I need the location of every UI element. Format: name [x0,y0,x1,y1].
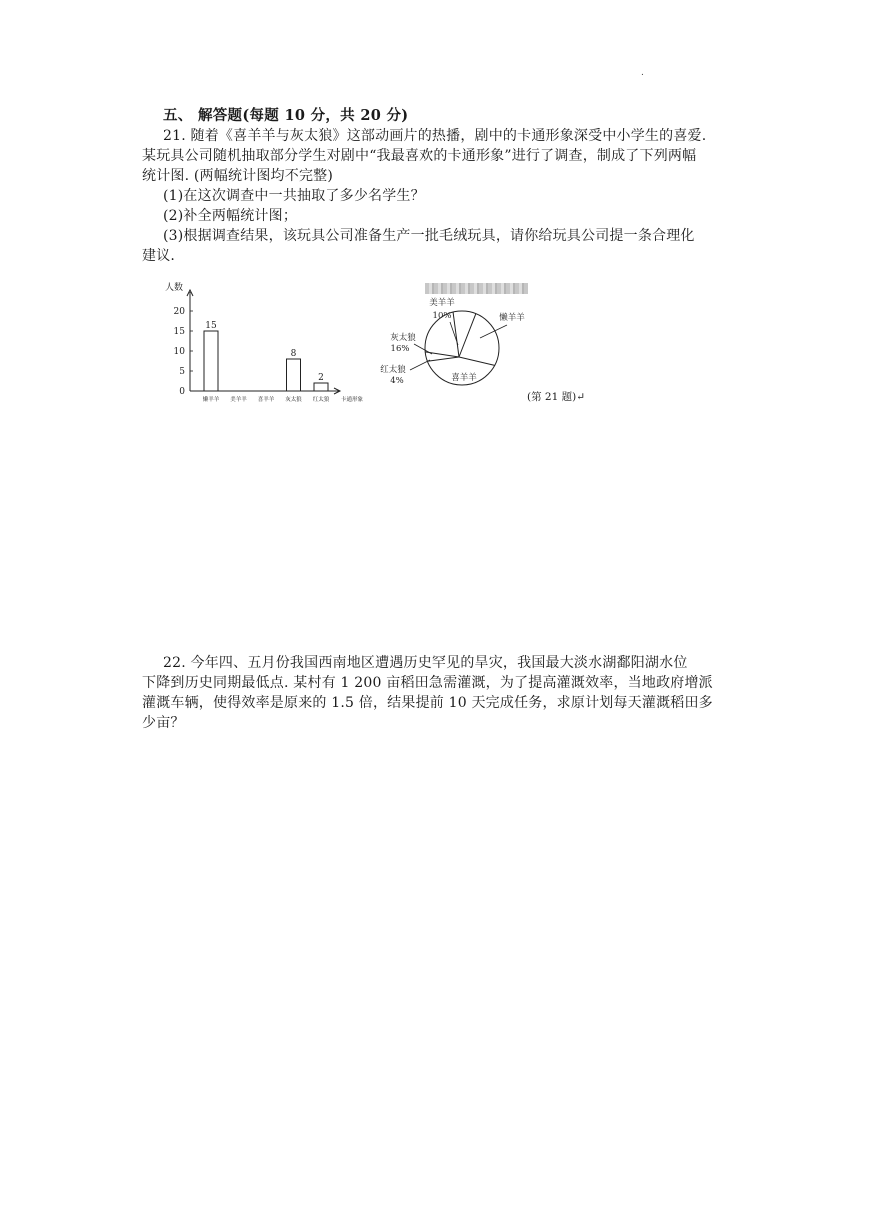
q21-line-1: 21. 随着《喜羊羊与灰太狼》这部动画片的热播，剧中的卡通形象深受中小学生的喜爱. [163,128,707,144]
x-tick-label: 红太狼 [312,397,330,403]
pie-slice-name: 喜羊羊 [451,373,477,383]
bar [204,331,218,391]
pie-slice-name: 红太狼 [380,365,406,375]
question-22 [142,653,742,733]
pie-leader-line [410,360,430,370]
pie-slice-name: 美羊羊 [429,298,455,308]
y-tick-label: 20 [173,307,185,317]
x-tick-label: 懒羊羊 [202,397,220,403]
page-mark: . [641,68,644,78]
pie-slice-name: 灰太狼 [390,333,416,343]
bar-value-label: 15 [205,321,217,331]
bar [287,359,301,391]
y-tick-label: 10 [173,347,185,357]
section-title: 五、 解答题(每题 10 分，共 20 分) [163,107,409,124]
bar [314,383,328,391]
x-tick-label: 喜羊羊 [257,397,275,403]
x-axis-label: 卡通形象 [341,397,364,403]
q22-line-3: 灌溉车辆，使得效率是原来的 1.5 倍，结果提前 10 天完成任务，求原计划每天灌溉稻田多 [142,695,713,711]
bar-value-label: 2 [318,373,324,383]
pie-marks [380,297,525,386]
q21-tail: 建议. [142,248,176,264]
q22-line-4: 少亩？ [142,715,185,731]
bar-value-label: 8 [290,349,297,359]
pie-slice-percent: 10% [432,311,452,321]
figure-caption: (第 21 题)↵ [527,391,586,403]
x-tick-label: 美羊羊 [230,397,247,403]
y-tick-label: 5 [179,367,185,377]
question-21 [142,126,742,266]
q21-sub-2: (2)补全两幅统计图； [163,208,298,224]
y-tick-label: 15 [173,327,185,337]
y-tick-label: 0 [179,387,185,397]
y-axis-label: 人数 [165,283,184,293]
q22-line-2: 下降到历史同期最低点. 某村有 1 200 亩稻田急需灌溉，为了提高灌溉效率，当地政府增派 [142,675,713,691]
pie-slice-percent: 16% [390,344,410,354]
q21-line-2: 某玩具公司随机抽取部分学生对剧中“我最喜欢的卡通形象”进行了调查，制成了下列两幅 [142,148,697,164]
pie-slice-percent: 4% [390,376,404,386]
q22-line-1: 22. 今年四、五月份我国西南地区遭遇历史罕见的旱灾，我国最大淡水湖鄱阳湖水位 [163,655,688,671]
q21-line-3: 统计图. (两幅统计图均不完整) [142,168,334,184]
pie-chart [370,290,540,400]
bar-chart [155,278,375,408]
bar-axes [165,281,364,403]
pie-slice-name: 懒羊羊 [499,313,525,323]
q21-sub-3: (3)根据调查结果，该玩具公司准备生产一批毛绒玩具，请你给玩具公司提一条合理化 [163,228,695,244]
x-tick-label: 灰太狼 [285,397,302,403]
q21-sub-1: (1)在这次调查中一共抽取了多少名学生？ [163,188,425,204]
